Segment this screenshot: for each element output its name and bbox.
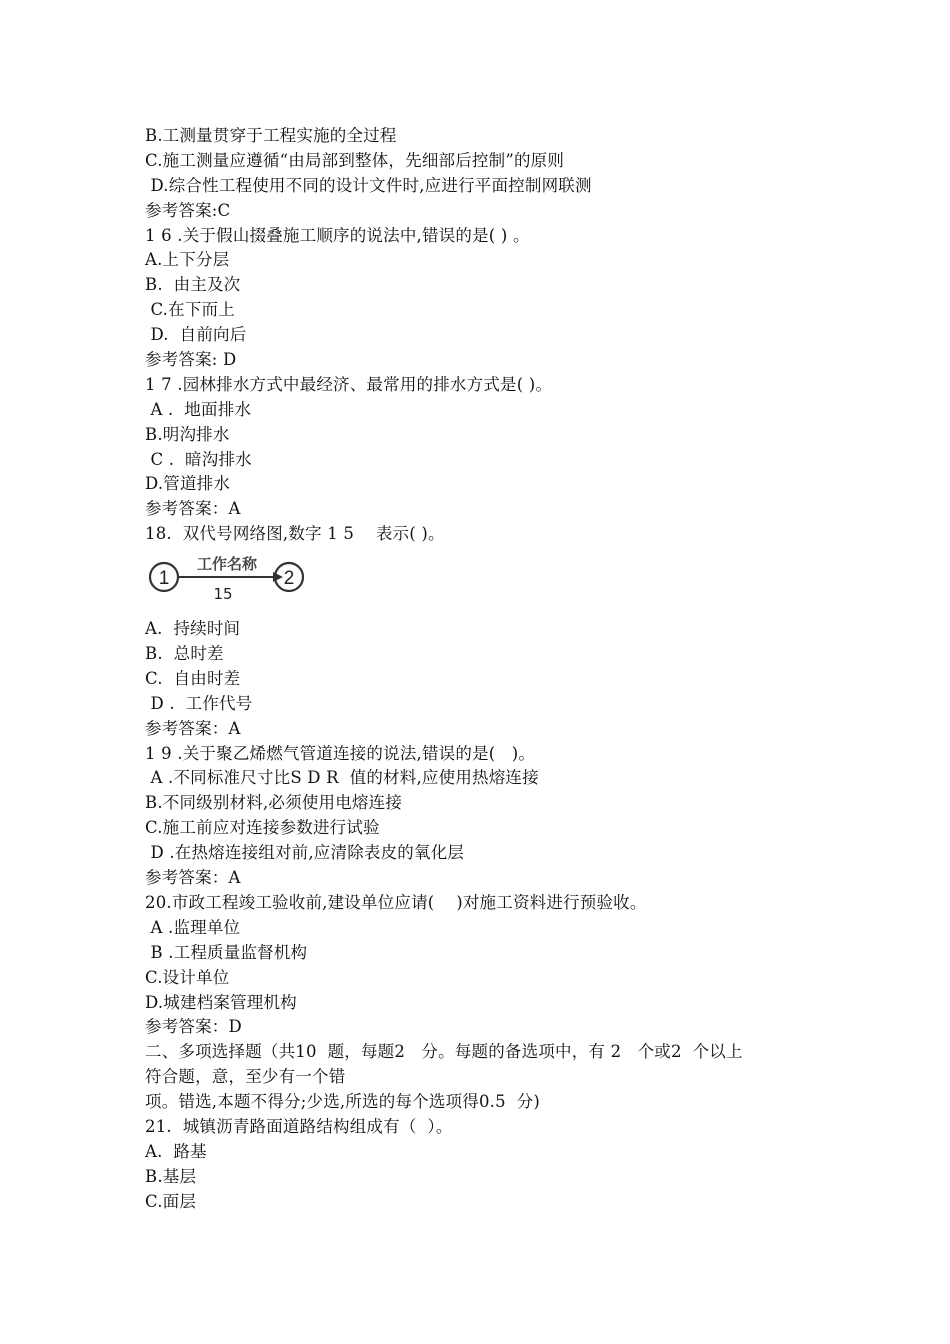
work-name-label: 工作名称 [196, 555, 258, 574]
text-line: C.设计单位 [145, 967, 230, 987]
text-line: A . 地面排水 [145, 399, 252, 419]
text-line: A .监理单位 [145, 917, 241, 937]
text-line: A. 持续时间 [145, 619, 241, 639]
text-line: D.综合性工程使用不同的设计文件时,应进行平面控制网联测 [145, 175, 592, 195]
text-line: B.工测量贯穿于工程实施的全过程 [145, 126, 397, 145]
text-line: C.在下而上 [145, 300, 235, 320]
text-line: 21. 城镇沥青路面道路结构组成有（ ）。 [145, 1116, 453, 1136]
text-line: 1 7 .园林排水方式中最经济、最常用的排水方式是( )。 [145, 374, 553, 394]
start-node-label: 1 [158, 568, 170, 590]
text-line: D.城建档案管理机构 [145, 992, 297, 1012]
text-line: B.不同级别材料,必须使用电熔连接 [145, 793, 403, 813]
text-line: C.施工测量应遵循“由局部到整体，先细部后控制”的原则 [145, 150, 565, 170]
double-code-network-diagram [145, 547, 315, 609]
text-line: A. 路基 [145, 1141, 207, 1161]
text-line: 参考答案：A [145, 718, 241, 738]
question-block-after-figure [145, 617, 825, 1214]
text-line: 1 9 .关于聚乙烯燃气管道连接的说法,错误的是( )。 [145, 743, 536, 763]
text-line: C. 自由时差 [145, 668, 241, 688]
text-line: C . 暗沟排水 [145, 449, 252, 469]
text-line: A.上下分层 [145, 250, 230, 270]
text-line: 参考答案：A [145, 868, 241, 888]
text-line: B.明沟排水 [145, 424, 230, 444]
text-line: B. 由主及次 [145, 275, 241, 295]
text-line: 参考答案:C [145, 200, 231, 220]
text-line: D .在热熔连接组对前,应清除表皮的氧化层 [145, 843, 465, 863]
text-line: B.基层 [145, 1166, 197, 1186]
question-block-before-figure [145, 124, 825, 547]
text-line: A .不同标准尺寸比S D R 值的材料,应使用热熔连接 [145, 768, 539, 788]
text-line: D . 工作代号 [145, 693, 253, 713]
text-line: 参考答案: D [145, 350, 237, 370]
text-line: C.面层 [145, 1191, 197, 1211]
text-line: B .工程质量监督机构 [145, 942, 308, 962]
network-diagram-figure [145, 547, 825, 617]
text-line: C.施工前应对连接参数进行试验 [145, 818, 380, 838]
text-line: 20.市政工程竣工验收前,建设单位应请( )对施工资料进行预验收。 [145, 892, 647, 912]
duration-label: 15 [213, 585, 233, 604]
text-line: D.管道排水 [145, 474, 231, 494]
end-node-label: 2 [283, 568, 295, 590]
text-line: 符合题，意，至少有一个错 [145, 1067, 346, 1087]
text-line: 参考答案：A [145, 499, 241, 519]
text-line: 参考答案：D [145, 1017, 242, 1037]
text-line: 二、多项选择题（共10 题，每题2 分。每题的备选项中，有 2 个或2 个以上 [145, 1042, 743, 1062]
text-line: D. 自前向后 [145, 325, 247, 345]
text-line: 1 6 .关于假山掇叠施工顺序的说法中,错误的是( ) 。 [145, 225, 530, 245]
text-line: B. 总时差 [145, 644, 224, 664]
text-line: 18. 双代号网络图,数字 1 5 表示( )。 [145, 524, 445, 544]
text-line: 项。错选,本题不得分;少选,所选的每个选项得0.5 分) [145, 1092, 541, 1112]
document-page [145, 124, 825, 1215]
